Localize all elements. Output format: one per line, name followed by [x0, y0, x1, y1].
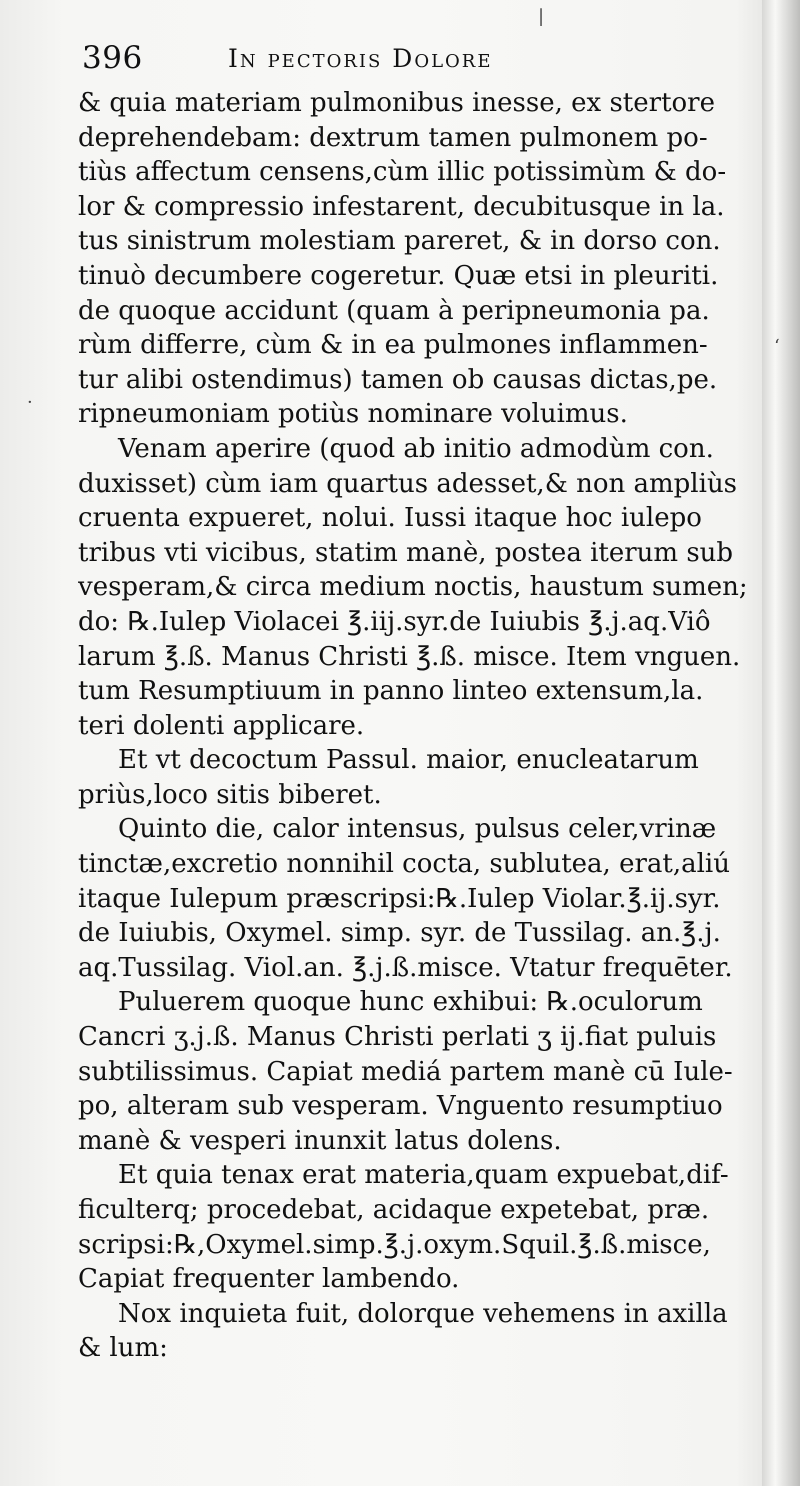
- text-line: do: ℞.Iulep Violacei ℥.iij.syr.de Iuiubis ℥.j.aq.Viô: [78, 606, 711, 637]
- text-line: aq.Tussilag. Viol.an. ℥.j.ß.misce. Vtatur frequēter.: [78, 952, 733, 983]
- text-line: rùm differre, cùm & in ea pulmones inflammen-: [78, 330, 708, 361]
- page-number: 396: [82, 40, 143, 76]
- text-line: tinctæ,excretio nonnihil cocta, sublutea, erat,aliú: [78, 849, 730, 880]
- text-line: cruenta expueret, nolui. Iussi itaque hoc iulepo: [78, 503, 702, 534]
- text-line: tiùs affectum censens,cùm illic potissimùm & do-: [78, 157, 727, 188]
- text-line: scripsi:℞,Oxymel.simp.℥.j.oxym.Squil.℥.ß.misce,: [78, 1229, 711, 1260]
- text-line: manè & vesperi inunxit latus dolens.: [78, 1125, 562, 1156]
- text-line: Et quia tenax erat materia,quam expuebat,dif-: [118, 1160, 729, 1191]
- text-line: de Iuiubis, Oxymel. simp. syr. de Tussilag. an.℥.j.: [78, 918, 721, 949]
- text-line: vesperam,& circa medium noctis, haustum sumen;: [78, 572, 748, 603]
- text-line: larum ℥.ß. Manus Christi ℥.ß. misce. Item vnguen.: [78, 641, 741, 672]
- text-line: priùs,loco sitis biberet.: [78, 779, 382, 810]
- stray-mark: ·: [27, 392, 33, 413]
- text-line: ficulterq; procedebat, acidaque expetebat, præ.: [78, 1195, 710, 1225]
- stray-mark: |: [538, 6, 545, 27]
- page-header: [82, 38, 702, 86]
- text-line: Venam aperire (quod ab initio admodùm con.: [118, 433, 714, 464]
- text-line: tum Resumptiuum in panno linteo extensum,la.: [78, 676, 704, 707]
- text-line: Quinto die, calor intensus, pulsus celer,vrinæ: [118, 814, 717, 845]
- text-line: subtilissimus. Capiat mediá partem manè cū Iule-: [78, 1056, 733, 1087]
- text-line: tribus vti vicibus, statim manè, postea iterum sub: [78, 537, 734, 568]
- page-gutter: [762, 0, 800, 1486]
- text-line: itaque Iulepum præscripsi:℞.Iulep Violar.℥.ij.syr.: [78, 883, 721, 914]
- text-line: po, alteram sub vesperam. Vnguento resumptiuo: [78, 1091, 723, 1122]
- text-line: tus sinistrum molestiam pareret, & in dorso con.: [78, 226, 721, 257]
- text-line: tur alibi ostendimus) tamen ob causas dictas,pe.: [78, 364, 718, 395]
- text-line: tinuò decumbere cogeretur. Quæ etsi in pleuriti.: [78, 260, 719, 291]
- text-line: lor & compressio infestarent, decubitusque in la.: [78, 191, 725, 222]
- stray-mark: ‘: [774, 336, 780, 357]
- text-line: Et vt decoctum Passul. maior, enucleatarum: [118, 745, 699, 776]
- text-line: teri dolenti applicare.: [78, 710, 365, 741]
- latin-text-block: [78, 86, 753, 1366]
- text-line: de quoque accidunt (quam à peripneumonia pa.: [78, 295, 710, 326]
- text-line: deprehendebam: dextrum tamen pulmonem po-: [78, 122, 708, 153]
- text-line: Capiat frequenter lambendo.: [78, 1264, 460, 1295]
- text-line: & quia materiam pulmonibus inesse, ex stertore: [78, 88, 715, 118]
- text-line: & lum:: [78, 1333, 168, 1364]
- text-line: duxisset) cùm iam quartus adesset,& non ampliùs: [78, 468, 738, 499]
- running-head: In pectoris Dolore: [228, 44, 493, 73]
- text-line: Cancri ʒ.j.ß. Manus Christi perlati ʒ ij.fiat puluis: [78, 1022, 717, 1053]
- text-line: Nox inquieta fuit, dolorque vehemens in axilla: [118, 1298, 728, 1329]
- text-line: ripneumoniam potiùs nominare voluimus.: [78, 399, 628, 430]
- text-line: Puluerem quoque hunc exhibui: ℞.oculorum: [118, 987, 703, 1018]
